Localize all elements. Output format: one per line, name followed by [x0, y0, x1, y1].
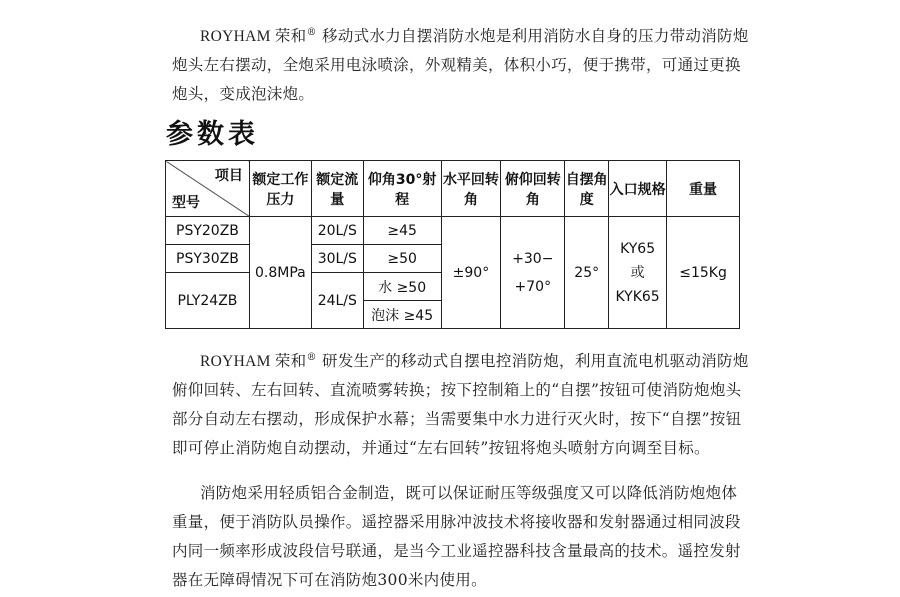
flow-cell: 24L/S: [311, 273, 363, 329]
range-cell: ≥50: [363, 245, 441, 273]
header-item: 项目: [214, 168, 243, 184]
model-cell: PSY30ZB: [166, 245, 250, 273]
intro-text: 移动式水力自摆消防水炮是利用消防水自身的压力带动消防炮炮头左右摆动，全炮采用电泳喷涂，外观精美，体积小巧，便于携带，可通过更换炮头，变成泡沫炮。: [172, 27, 749, 104]
horizontal-cell: ±90°: [441, 217, 501, 329]
header-pitch: 俯仰回转角: [501, 161, 565, 217]
pressure-cell: 0.8MPa: [249, 217, 311, 329]
intro-paragraph: [172, 18, 752, 109]
header-flow: 额定流量: [311, 161, 363, 217]
header-swing: 自摆角度: [565, 161, 609, 217]
range-cell: 水 ≥50: [363, 273, 441, 301]
header-diagonal-cell: [166, 161, 250, 217]
brand-name: ROYHAM 荣和: [200, 28, 307, 46]
header-model: 型号: [172, 195, 200, 211]
brand-name: ROYHAM 荣和: [200, 353, 307, 371]
spec-table: [165, 160, 740, 329]
registered-mark: ®: [306, 352, 317, 363]
range-cell: 泡沫 ≥45: [363, 301, 441, 329]
control-text: 研发生产的移动式自摆电控消防炮，利用直流电机驱动消防炮俯仰回转、左右回转、直流喷雾转换；按下控制箱上的“自摆”按钮可使消防炮炮头部分自动左右摆动，形成保护水幕；当需要集中水力进行灭火时，按下“自摆”按钮即可停止消防炮自动摆动，并通过“左右回转”按钮将炮头喷射方向调至目标。: [172, 352, 749, 458]
material-paragraph: 消防炮采用轻质铝合金制造，既可以保证耐压等级强度又可以降低消防炮炮体重量，便于消防队员操作。遥控器采用脉冲波技术将接收器和发射器通过相同波段内同一频率形成波段信号联通，是当今工业遥控器科技含量最高的技术。遥控发射器在无障碍情况下可在消防炮300米内使用。: [172, 484, 741, 589]
swing-cell: 25°: [565, 217, 609, 329]
weight-cell: ≤15Kg: [667, 217, 740, 329]
model-cell: PLY24ZB: [166, 273, 250, 329]
section-title: 参数表: [166, 119, 259, 150]
header-weight: 重量: [667, 161, 740, 217]
model-cell: PSY20ZB: [166, 217, 250, 245]
header-range: 仰角30°射程: [363, 161, 441, 217]
inlet-cell: KY65 或 KYK65: [609, 217, 667, 329]
header-pressure: 额定工作压力: [249, 161, 311, 217]
header-horizontal: 水平回转角: [441, 161, 501, 217]
range-cell: ≥45: [363, 217, 441, 245]
flow-cell: 30L/S: [311, 245, 363, 273]
control-paragraph: [172, 343, 752, 463]
pitch-cell: +30− +70°: [501, 217, 565, 329]
registered-mark: ®: [306, 27, 317, 38]
flow-cell: 20L/S: [311, 217, 363, 245]
header-inlet: 入口规格: [609, 161, 667, 217]
